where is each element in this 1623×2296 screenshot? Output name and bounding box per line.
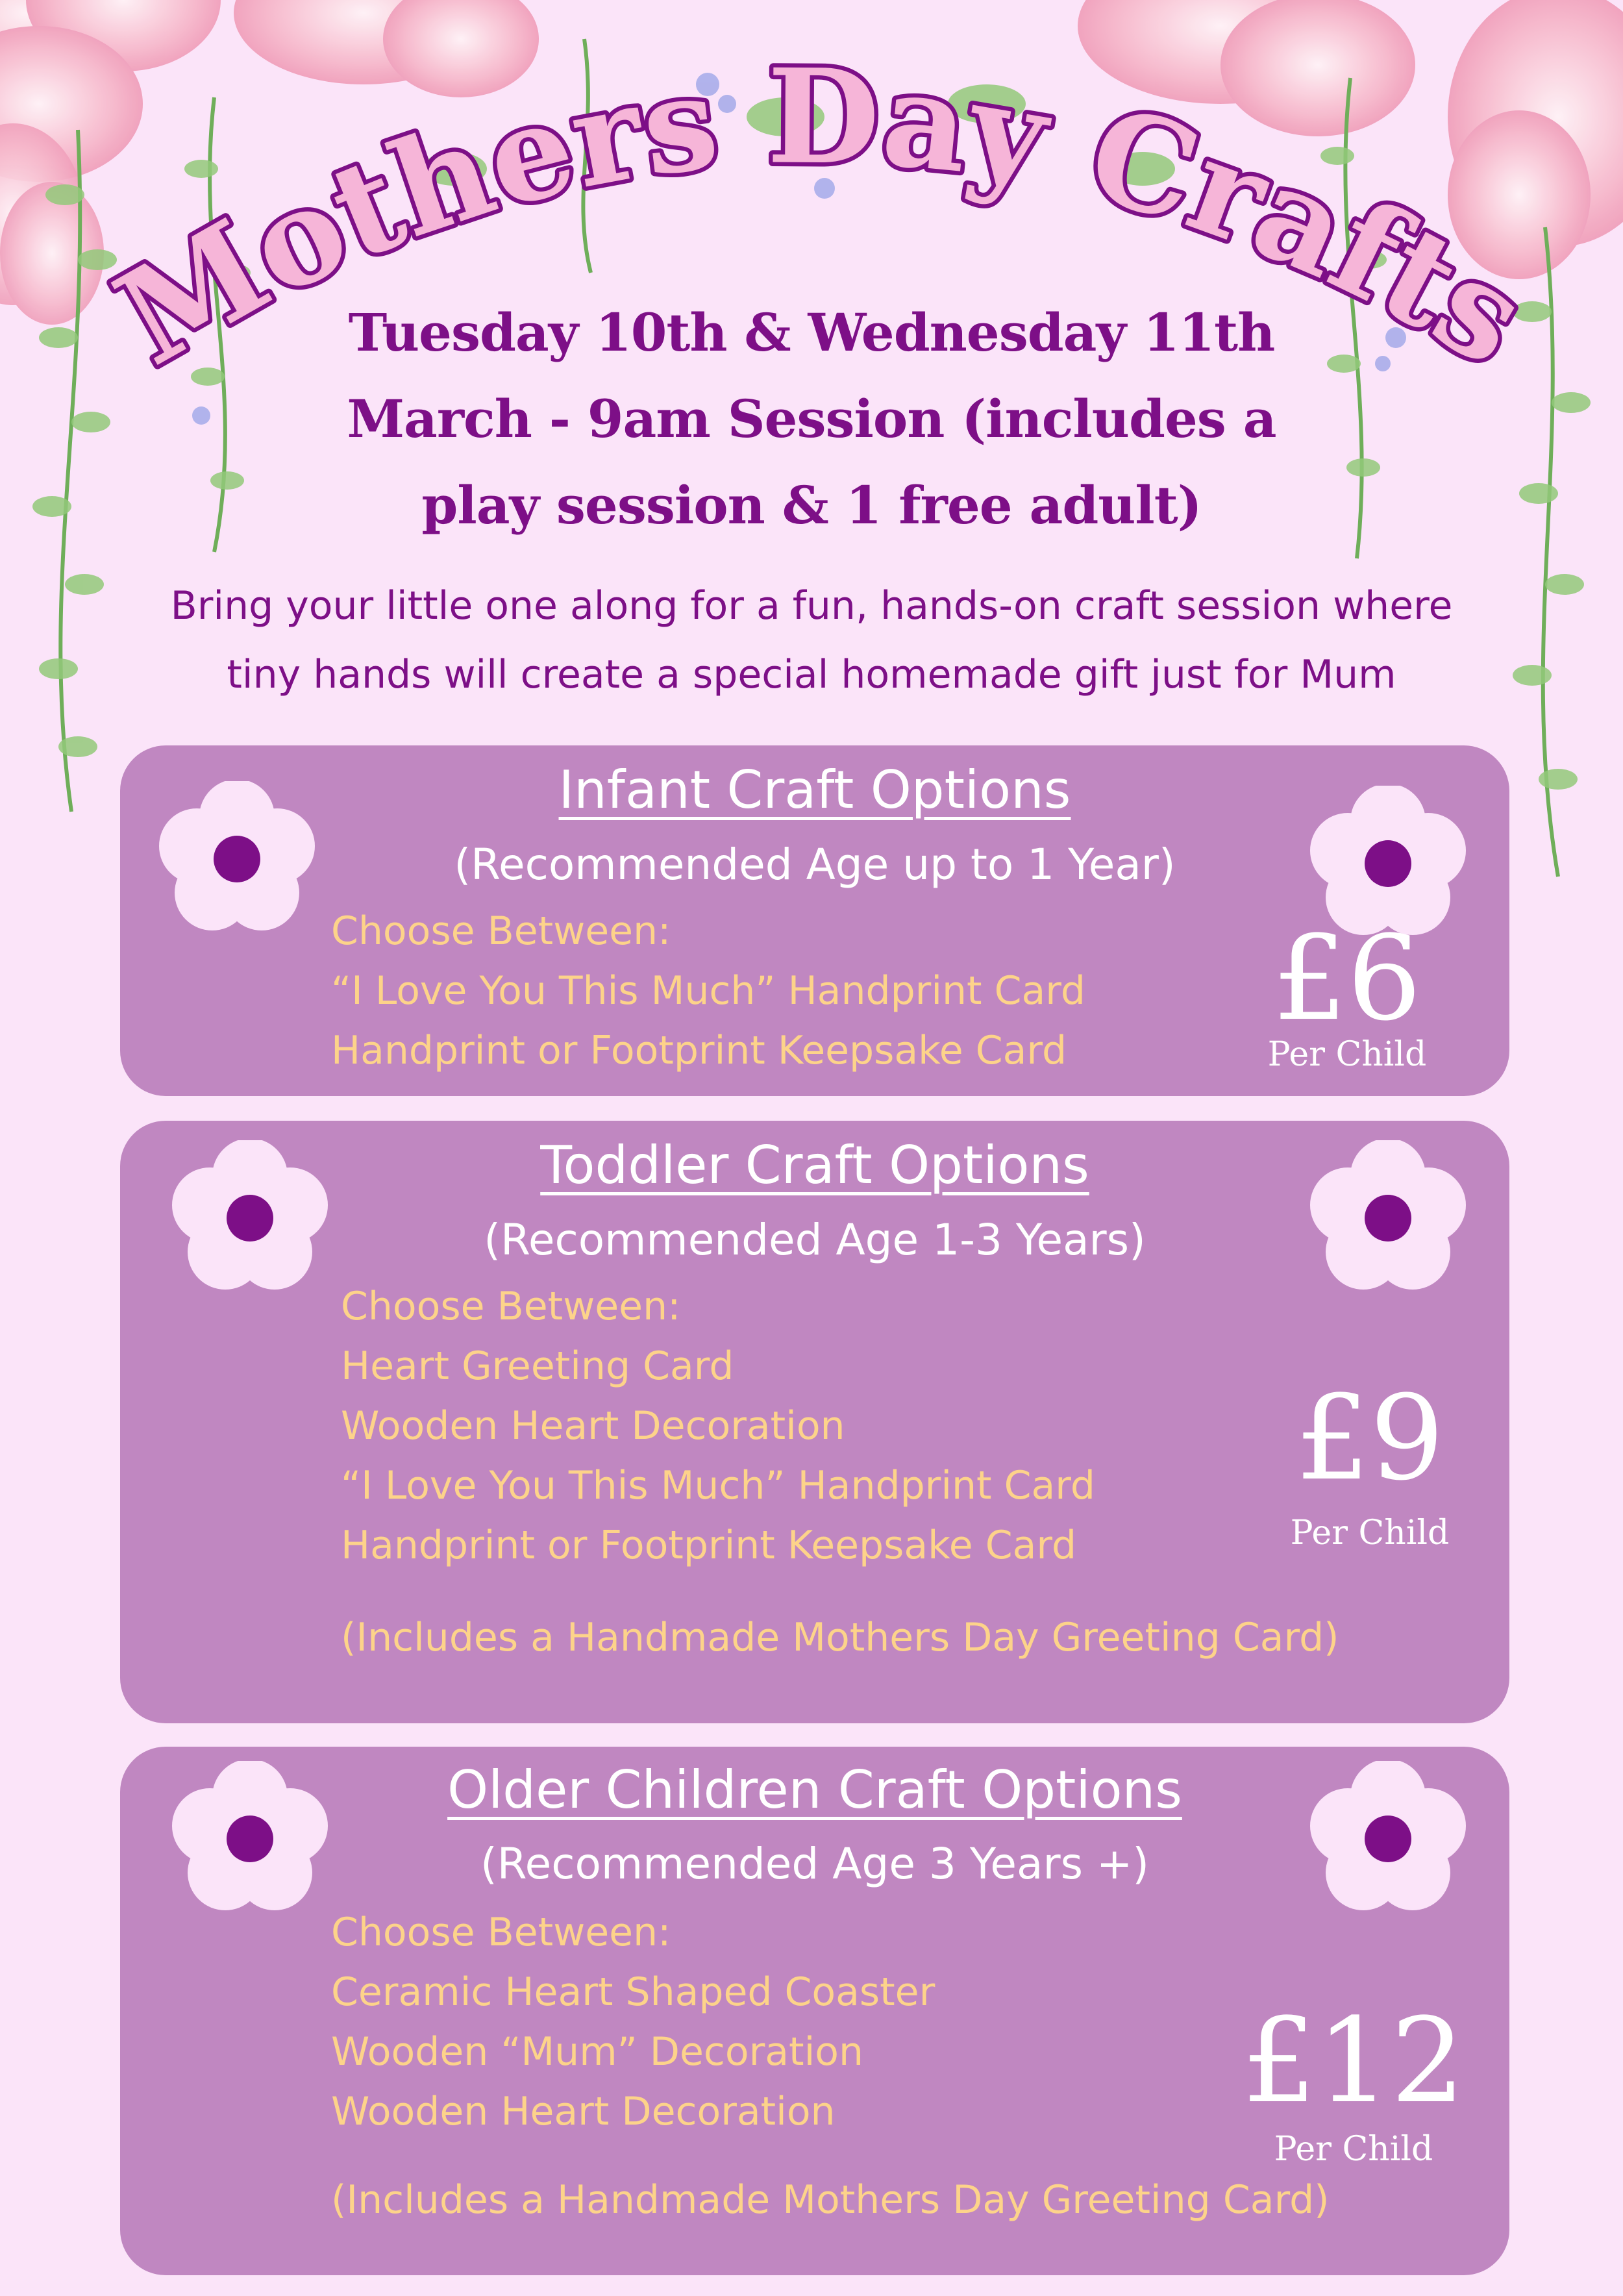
intro-line-1: Bring your little one along for a fun, hands-on craft session where: [170, 583, 1453, 629]
page-title: Mothers Day Crafts: [92, 40, 1550, 396]
infant-title: Infant Craft Options: [558, 760, 1071, 820]
toddler-note: (Includes a Handmade Mothers Day Greeting Card): [341, 1615, 1339, 1660]
older-per-child: Per Child: [1274, 2130, 1433, 2169]
toddler-card: [120, 1121, 1509, 1723]
date-line-2: March - 9am Session (includes a: [347, 388, 1276, 449]
date-line-3: play session & 1 free adult): [421, 475, 1202, 536]
older-choose: Choose Between:: [331, 1910, 671, 1955]
toddler-title: Toddler Craft Options: [540, 1135, 1089, 1195]
older-option: Wooden Heart Decoration: [331, 2089, 836, 2134]
infant-option: “I Love You This Much” Handprint Card: [331, 968, 1085, 1014]
toddler-price: £9: [1295, 1371, 1444, 1506]
toddler-per-child: Per Child: [1290, 1514, 1450, 1553]
toddler-option: “I Love You This Much” Handprint Card: [341, 1463, 1095, 1508]
toddler-subtitle: (Recommended Age 1-3 Years): [484, 1215, 1146, 1265]
infant-choose: Choose Between:: [331, 908, 671, 954]
toddler-option: Wooden Heart Decoration: [341, 1403, 845, 1449]
infant-subtitle: (Recommended Age up to 1 Year): [454, 840, 1176, 890]
date-line-1: Tuesday 10th & Wednesday 11th: [348, 302, 1275, 363]
infant-card: [120, 745, 1509, 1096]
older-card: [120, 1747, 1509, 2275]
toddler-choose: Choose Between:: [341, 1284, 681, 1329]
infant-option: Handprint or Footprint Keepsake Card: [331, 1028, 1067, 1073]
older-title: Older Children Craft Options: [447, 1760, 1182, 1820]
older-subtitle: (Recommended Age 3 Years +): [480, 1839, 1150, 1889]
older-price: £12: [1242, 1993, 1465, 2129]
older-option: Ceramic Heart Shaped Coaster: [331, 1969, 935, 2015]
older-note: (Includes a Handmade Mothers Day Greeting Card): [331, 2177, 1330, 2223]
older-option: Wooden “Mum” Decoration: [331, 2029, 863, 2075]
infant-price: £6: [1272, 911, 1422, 1047]
toddler-option: Handprint or Footprint Keepsake Card: [341, 1523, 1077, 1568]
infant-per-child: Per Child: [1267, 1035, 1427, 1074]
toddler-option: Heart Greeting Card: [341, 1343, 734, 1389]
intro-line-2: tiny hands will create a special homemade gift just for Mum: [227, 652, 1396, 697]
